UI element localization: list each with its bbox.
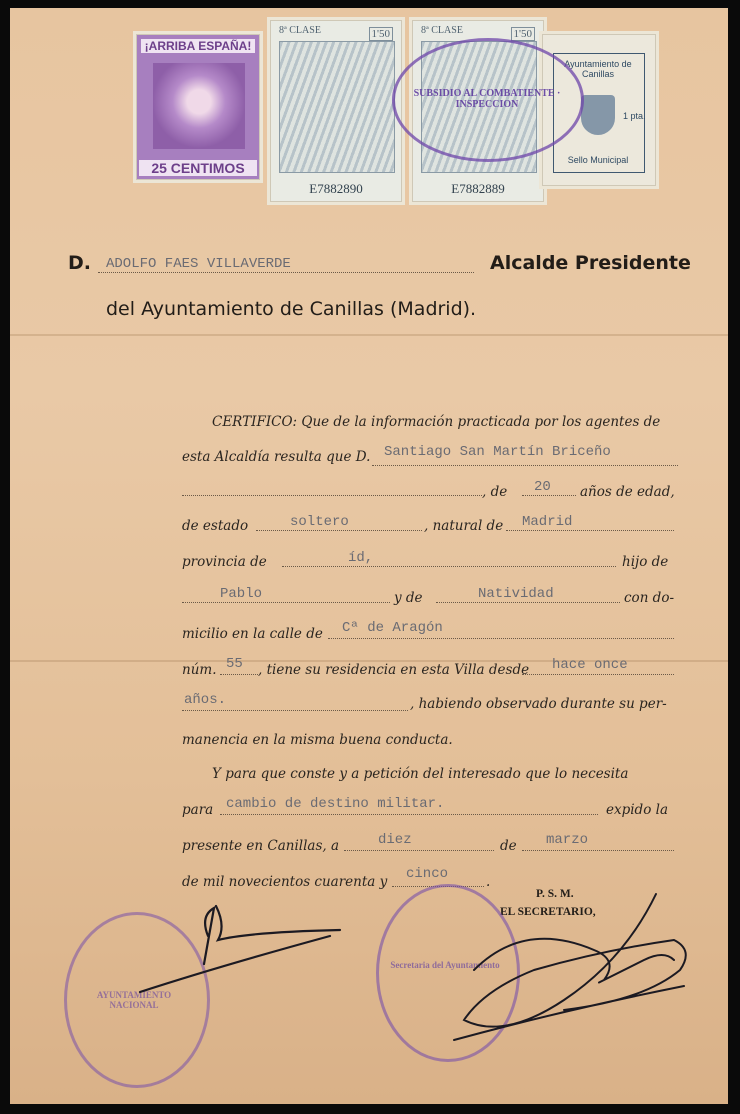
text-line: de xyxy=(500,838,517,854)
text-line: expido la xyxy=(606,802,668,818)
age-value: 20 xyxy=(534,479,551,495)
text-line: . xyxy=(486,874,491,890)
fiscal-stamp-price: 1'50 xyxy=(511,27,535,41)
name-line xyxy=(98,272,474,273)
text-line: , tiene su residencia en esta Villa desde xyxy=(258,662,530,678)
text-line: años de edad, xyxy=(580,484,675,500)
fill-line xyxy=(220,814,598,815)
mayor-name: ADOLFO FAES VILLAVERDE xyxy=(106,256,291,272)
header-title: Alcalde Presidente xyxy=(490,252,691,274)
text-line: núm. xyxy=(182,662,217,678)
text-line: esta Alcaldía resulta que D. xyxy=(182,449,371,465)
residence-since: hace once xyxy=(552,657,628,673)
municipal-stamp-title: Ayuntamiento de Canillas xyxy=(564,59,632,79)
street-value: Cª de Aragón xyxy=(342,620,443,636)
mayor-signature xyxy=(130,896,350,1006)
municipal-stamp-value: 1 pta. xyxy=(623,111,646,121)
fill-line xyxy=(522,674,674,675)
fold-crease xyxy=(10,334,728,336)
fill-line xyxy=(328,638,674,639)
fill-line xyxy=(282,566,616,567)
text-line: micilio en la calle de xyxy=(182,626,323,642)
province-value: íd, xyxy=(348,550,374,566)
fill-line xyxy=(182,710,408,711)
fiscal-stamp-class: 8ª CLASE xyxy=(421,25,463,36)
left-seal-text: AYUNTAMIENTO NACIONAL xyxy=(96,990,172,1010)
birthplace: Madrid xyxy=(522,514,573,530)
header-prefix: D. xyxy=(68,252,91,274)
secretary-label: EL SECRETARIO, xyxy=(500,906,596,918)
house-number: 55 xyxy=(226,656,243,672)
fill-line xyxy=(220,674,258,675)
text-line: hijo de xyxy=(622,554,669,570)
postal-stamp-value: 25 CENTIMOS xyxy=(139,160,257,176)
text-line: de estado xyxy=(182,518,249,534)
fiscal-stamp-price: 1'50 xyxy=(369,27,393,41)
fill-line xyxy=(256,530,422,531)
text-line: CERTIFICO: Que de la información practicada por los agentes de xyxy=(212,414,661,430)
residence-since-cont: años. xyxy=(184,692,227,708)
month-value: marzo xyxy=(546,832,589,848)
text-line: , de xyxy=(482,484,508,500)
secretary-signature xyxy=(444,890,700,1050)
civil-status: soltero xyxy=(290,514,349,530)
inspection-seal-text: SUBSIDIO AL COMBATIENTE · INSPECCION xyxy=(413,88,561,110)
header-line2: del Ayuntamiento de Canillas (Madrid). xyxy=(106,298,477,320)
fill-line xyxy=(182,495,482,496)
text-line: con do- xyxy=(624,590,675,606)
fill-line xyxy=(522,850,674,851)
postal-stamp-header: ¡ARRIBA ESPAÑA! xyxy=(141,39,255,53)
fill-line xyxy=(344,850,494,851)
text-line: , natural de xyxy=(424,518,504,534)
fill-line xyxy=(522,495,576,496)
text-line: para xyxy=(182,802,214,818)
fill-line xyxy=(182,602,390,603)
text-line: Y para que conste y a petición del interesado que lo necesita xyxy=(212,766,629,782)
father-name: Pablo xyxy=(220,586,263,602)
text-line: y de xyxy=(394,590,423,606)
fiscal-stamp-class: 8ª CLASE xyxy=(279,25,321,36)
fill-line xyxy=(506,530,674,531)
postal-stamp xyxy=(136,34,260,180)
purpose-value: cambio de destino militar. xyxy=(226,796,445,812)
fiscal-stamp-serial: E7882889 xyxy=(451,181,505,196)
text-line: presente en Canillas, a xyxy=(182,838,340,854)
text-line: , habiendo observado durante su per- xyxy=(410,696,667,712)
fiscal-stamp-serial: E7882890 xyxy=(309,181,363,196)
allegory-image xyxy=(279,41,395,173)
year-value: cinco xyxy=(406,866,449,882)
text-line: manencia en la misma buena conducta. xyxy=(182,732,453,748)
text-line: de mil novecientos cuarenta y xyxy=(182,874,388,890)
text-line: provincia de xyxy=(182,554,267,570)
coat-of-arms-icon xyxy=(581,95,615,135)
fiscal-stamp xyxy=(270,20,402,202)
day-value: diez xyxy=(378,832,412,848)
municipal-stamp-caption: Sello Municipal xyxy=(567,155,629,165)
portrait-image xyxy=(153,63,245,149)
psm-label: P. S. M. xyxy=(536,888,574,900)
mother-name: Natividad xyxy=(478,586,554,602)
person-name: Santiago San Martín Briceño xyxy=(384,444,611,460)
right-seal-text: Secretaria del Ayuntamiento xyxy=(390,960,500,970)
fill-line xyxy=(436,602,620,603)
fill-line xyxy=(372,465,678,466)
